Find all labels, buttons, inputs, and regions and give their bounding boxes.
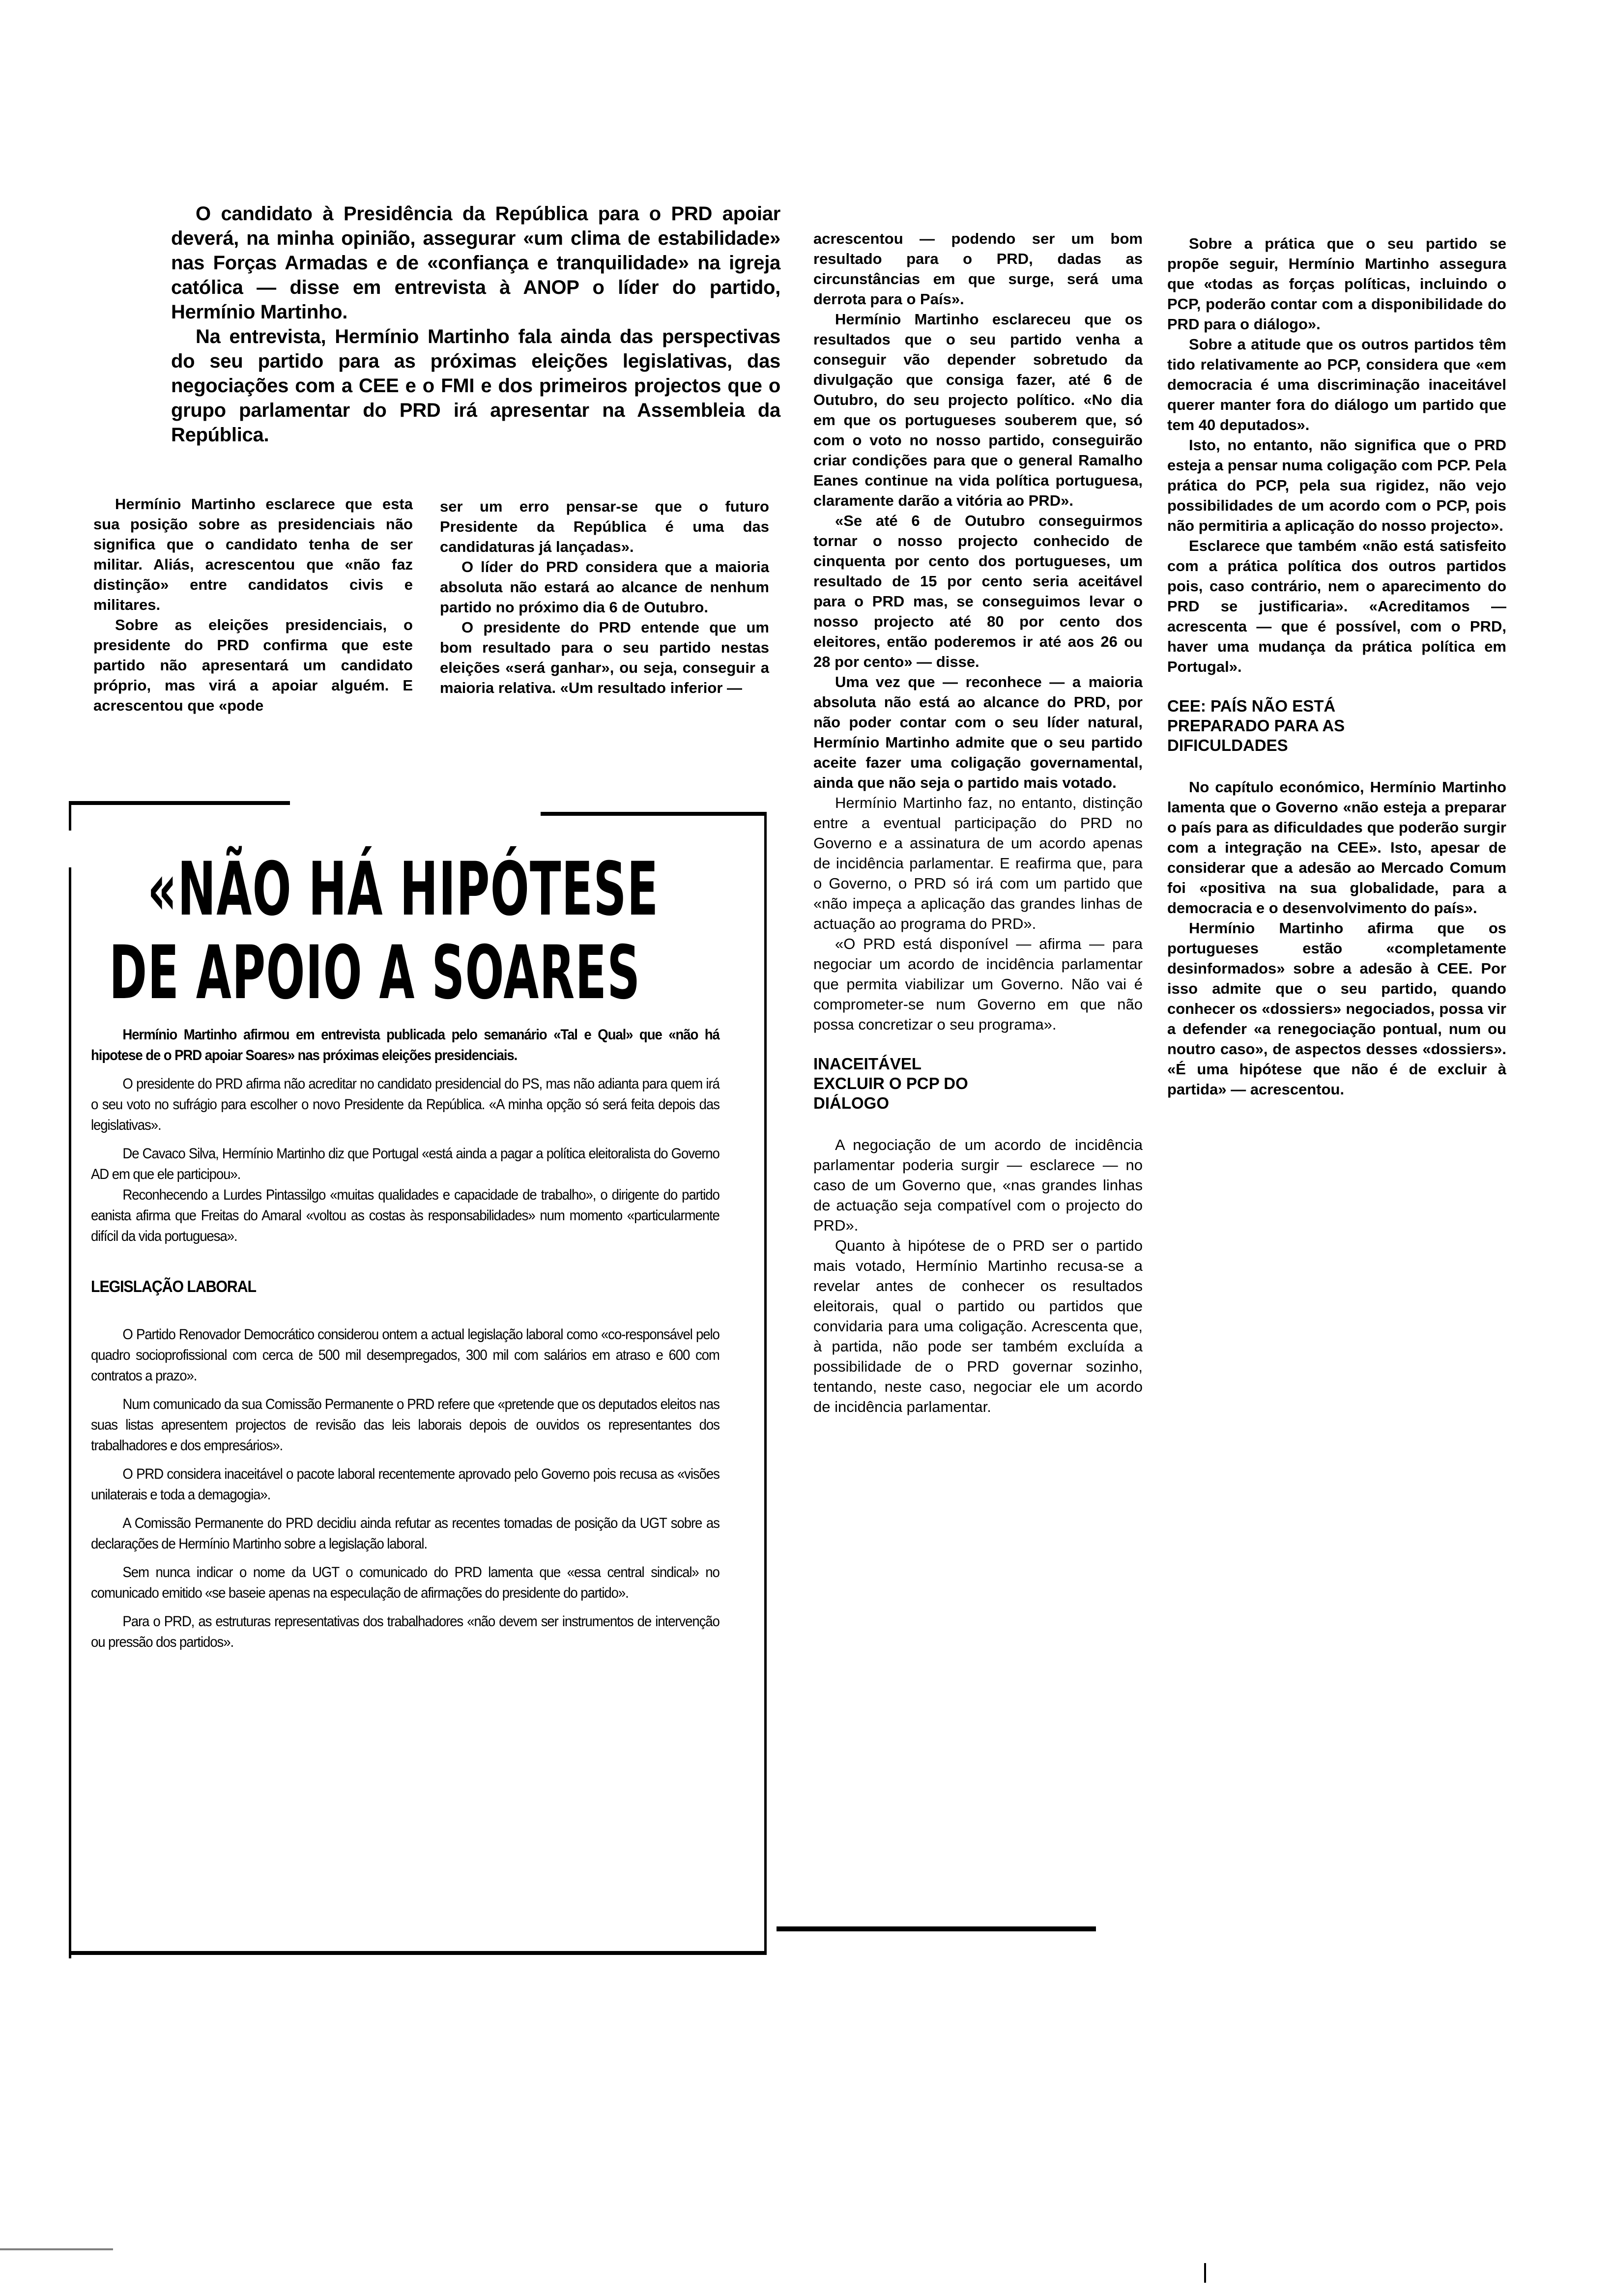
paragraph: Isto, no entanto, não significa que o PRD esteja a pensar numa coligação com PCP. Pela prática do PCP, pela sua rigidez, não vejo possibilidades de um acordo com o PCP, pois não permitiria a aplicação do nosso projecto». [1167,436,1506,534]
boxed-headline [147,847,659,932]
paragraph: «Se até 6 de Outubro conseguirmos tornar o nosso projecto conhecido de cinquenta por cento dos portugueses, um resultado de 15 por cento seria aceitável para o PRD mas, se conseguimos levar o nosso projecto até 80 por cento dos eleitores, então poderemos ir até aos 26 ou 28 por cento» — disse. [813,512,1143,670]
box-border-right [764,812,767,1954]
headline-line: «NÃO HÁ HIPÓTESE [147,847,659,932]
paragraph: O presidente do PRD entende que um bom resultado para o seu partido nestas eleições «será ganhar», ou seja, conseguir a maioria relativa. «Um resultado inferior — [440,619,769,696]
paragraph: Esclarece que também «não está satisfeito com a prática política dos outros partidos pois, caso contrário, nem o aparecimento do PRD se justificaria». «Acreditamos — acrescenta — que é possível, com o PRD, haver uma mudança da prática política em Portugal». [1167,537,1506,675]
paragraph: Hermínio Martinho afirma que os portugueses estão «completamente desinformados» sobre a adesão à CEE. Por isso admite que o seu partido, quando conhecer os «dossiers» negociados, possa vir a defender «a renegociação pontual, num ou noutro caso», de aspectos desses «dossiers». «É uma hipótese que não é de excluir à partida» — acrescentou. [1167,919,1506,1098]
box-border-left [69,801,71,831]
lead-paragraph: O candidato à Presidência da República para o PRD apoiar deverá, na minha opinião, assegurar «um clima de estabilidade» nas Forças Armadas e de «confiança e tranquilidade» na igreja católica — disse em entrevista à ANOP o líder do partido, Hermínio Martinho. [171,203,780,323]
headline-line: DE APOIO A SOARES [109,930,641,1016]
paragraph: ser um erro pensar-se que o futuro Presidente da República é uma das candidaturas já lançadas». [440,498,769,555]
box-border-bottom [69,1951,767,1955]
section-subheading: LEGISLAÇÃO LABORAL [91,1277,257,1295]
paragraph: Sobre a prática que o seu partido se propõe seguir, Hermínio Martinho assegura que «todas as forças políticas, incluindo o PCP, poderão contar com a disponibilidade do PRD para o diálogo». [1167,235,1506,333]
paragraph: Uma vez que — reconhece — a maioria absoluta não está ao alcance do PRD, por não poder contar com o seu líder natural, Hermínio Martinho admite que o seu partido aceite fazer uma coligação governamental, ainda que não seja o partido mais votado. [813,673,1143,791]
box-border-left [69,867,71,1958]
paragraph: «O PRD está disponível — afirma — para negociar um acordo de incidência parlamentar que permita viabilizar um Governo. Não vai é comprometer-se num Governo em que não possa concretizar o seu programa». [813,935,1143,1033]
paragraph: De Cavaco Silva, Hermínio Martinho diz que Portugal «está ainda a pagar a política eleitoralista do Governo AD em que ele participou». [91,1146,720,1182]
scan-mark [1204,2263,1206,2283]
paragraph: acrescentou — podendo ser um bom resultado para o PRD, dadas as circunstâncias em que surge, será uma derrota para o País». [813,230,1143,308]
article-column-4 [1167,233,1506,1099]
paragraph: O presidente do PRD afirma não acreditar no candidato presidencial do PS, mas não adianta para quem irá o seu voto no sufrágio para escolher o novo Presidente da República. «A minha opção só será feita depois das legislativas». [91,1076,720,1133]
paragraph: A negociação de um acordo de incidência parlamentar poderia surgir — esclarece — no caso de um Governo que, «nas grandes linhas de actuação seja compatível com o projecto do PRD». [813,1136,1143,1234]
article-lead [171,201,780,447]
paragraph: Hermínio Martinho afirmou em entrevista publicada pelo semanário «Tal e Qual» que «não há hipotese de o PRD apoiar Soares» nas próximas eleições presidenciais. [91,1027,720,1063]
paragraph: Quanto à hipótese de o PRD ser o partido mais votado, Hermínio Martinho recusa-se a revelar antes de conhecer os resultados eleitorais, qual o partido ou partidos que convidaria para uma coligação. Acrescenta que, à partida, não pode ser também excluída a possibilidade de o PRD governar sozinho, tentando, neste caso, negociar ele um acordo de incidência parlamentar. [813,1237,1143,1415]
paragraph: O Partido Renovador Democrático considerou ontem a actual legislação laboral como «co-responsável pelo quadro socioprofissional com cerca de 500 mil desempregados, 300 mil com salários em atraso e 600 com contratos a prazo». [91,1326,720,1384]
paragraph: Hermínio Martinho esclarece que esta sua posição sobre as presidenciais não significa que o candidato tenha de ser militar. Aliás, acrescentou que «não faz distinção» entre candidatos civis e militares. [93,495,413,613]
section-subheading: INACEITÁVEL EXCLUIR O PCP DO DIÁLOGO [813,1055,968,1112]
paragraph: O líder do PRD considera que a maioria absoluta não estará ao alcance de nenhum partido no próximo dia 6 de Outubro. [440,558,769,616]
paragraph: Para o PRD, as estruturas representativas dos trabalhadores «não devem ser instrumentos de intervenção ou pressão dos partidos». [91,1613,720,1650]
scan-mark [0,2248,113,2250]
paragraph: Hermínio Martinho esclareceu que os resultados que o seu partido venha a conseguir vão depender sobretudo da divulgação que consiga fazer, até 6 de Outubro, do seu projecto político. «No dia em que os portugueses souberem que, só com o voto no nosso partido, conseguirão criar condições para que o general Ramalho Eanes continue na vida política portuguesa, claramente darão a vitória ao PRD». [813,311,1143,509]
article-column-1 [93,494,413,716]
boxed-article-body [91,1025,720,1653]
paragraph: Num comunicado da sua Comissão Permanente o PRD refere que «pretende que os deputados eleitos nas suas listas apresentem projectos de revisão das leis laborais depois de ouvidos os representantes dos trabalhadores e dos empresários». [91,1396,720,1454]
lead-paragraph: Na entrevista, Hermínio Martinho fala ainda das perspectivas do seu partido para as próximas eleições legislativas, das negociações com a CEE e o FMI e dos primeiros projectos que o grupo parlamentar do PRD irá apresentar na Assembleia da República. [171,326,780,446]
article-column-3 [813,229,1143,1417]
paragraph: O PRD considera inaceitável o pacote laboral recentemente aprovado pelo Governo pois recusa as «visões unilaterais e toda a demagogia». [91,1466,720,1503]
paragraph: Sobre a atitude que os outros partidos têm tido relativamente ao PCP, considera que «em democracia é uma discriminação inaceitável querer manter fora do diálogo um partido que tem 40 deputados». [1167,336,1506,433]
boxed-headline [109,930,641,1016]
paragraph: A Comissão Permanente do PRD decidiu ainda refutar as recentes tomadas de posição da UGT sobre as declarações de Hermínio Martinho sobre a legislação laboral. [91,1515,720,1552]
paragraph: No capítulo económico, Hermínio Martinho lamenta que o Governo «não esteja a preparar o país para as dificuldades que poderão surgir com a integração na CEE». Isto, apesar de considerar que a adesão ao Mercado Comum foi «positiva na sua globalidade, para a democracia e o desenvolvimento do país». [1167,778,1506,917]
box-border-top-right [541,812,767,816]
paragraph: Sobre as eleições presidenciais, o presidente do PRD confirma que este partido não apresentará um candidato próprio, mas virá a apoiar alguém. E acrescentou que «pode [93,616,413,714]
paragraph: Hermínio Martinho faz, no entanto, distinção entre a eventual participação do PRD no Governo e a assinatura de um acordo apenas de incidência parlamentar. E reafirma que, para o Governo, o PRD só irá com um partido que «não impeça a aplicação das grandes linhas de actuação ao programa do PRD». [813,794,1143,932]
section-subheading: CEE: PAÍS NÃO ESTÁ PREPARADO PARA AS DIFICULDADES [1167,697,1345,754]
box-border-top-left [69,801,290,805]
column-end-rule [777,1926,1096,1931]
paragraph: Sem nunca indicar o nome da UGT o comunicado do PRD lamenta que «essa central sindical» no comunicado emitido «se baseie apenas na especulação de afirmações do presidente do partido». [91,1564,720,1601]
paragraph: Reconhecendo a Lurdes Pintassilgo «muitas qualidades e capacidade de trabalho», o dirigente do partido eanista afirma que Freitas do Amaral «voltou as costas às responsabilidades» num momento «particularmente difícil da vida portuguesa». [91,1187,720,1244]
article-column-2 [440,496,769,698]
